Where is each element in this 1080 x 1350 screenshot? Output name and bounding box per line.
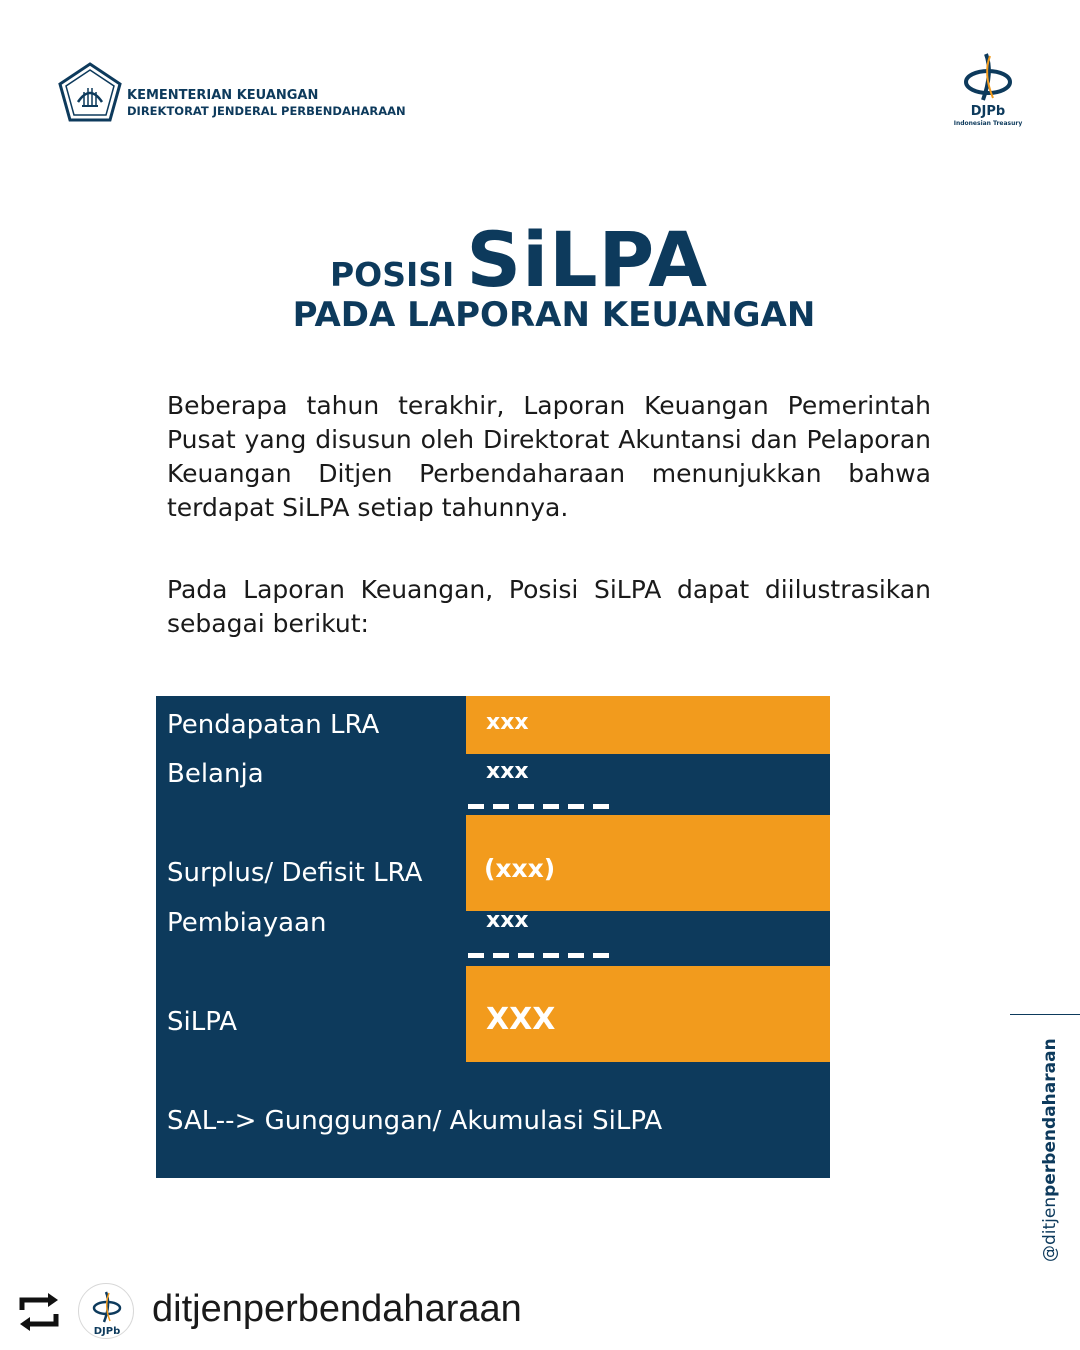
side-divider xyxy=(1010,1014,1080,1015)
illustration-paragraph: Pada Laporan Keuangan, Posisi SiLPA dapat diilustrasikan sebagai berikut: xyxy=(167,575,931,638)
total-divider xyxy=(468,953,609,958)
subtotal-divider xyxy=(468,804,609,809)
row-value-pendapatan: xxx xyxy=(486,710,529,735)
side-handle xyxy=(1040,1038,1060,1262)
avatar-logo-icon xyxy=(79,1284,134,1339)
side-handle-prefix: @ditjen xyxy=(1040,1196,1060,1262)
ministry-line2: DIREKTORAT JENDERAL PERBENDAHARAAN xyxy=(127,104,406,118)
row-label-silpa: SiLPA xyxy=(167,1007,238,1037)
avatar[interactable] xyxy=(78,1283,134,1339)
row-label-surplus: Surplus/ Defisit LRA xyxy=(167,858,423,888)
silpa-illustration-table xyxy=(156,696,830,1178)
repost-icon[interactable] xyxy=(14,1292,64,1332)
ministry-line1: KEMENTERIAN KEUANGAN xyxy=(127,88,319,103)
title-prefix: POSISI xyxy=(330,255,455,294)
row-value-belanja: xxx xyxy=(486,759,529,784)
row-value-silpa: XXX xyxy=(486,1002,556,1037)
ministry-emblem-icon xyxy=(58,62,122,122)
row-label-pendapatan: Pendapatan LRA xyxy=(167,710,380,740)
djpb-logo xyxy=(953,52,1023,130)
table-footer-note: SAL--> Gunggungan/ Akumulasi SiLPA xyxy=(167,1106,663,1136)
avatar-text: DJPb xyxy=(93,1326,121,1337)
footer-username[interactable]: ditjenperbendaharaan xyxy=(152,1288,522,1330)
djpb-logo-icon xyxy=(953,52,1023,104)
row-label-pembiayaan: Pembiayaan xyxy=(167,908,327,938)
djpb-logo-subtext: Indonesian Treasury xyxy=(953,120,1023,127)
title-subtitle: PADA LAPORAN KEUANGAN xyxy=(292,295,816,335)
row-value-surplus: (xxx) xyxy=(484,854,556,883)
title-main: SiLPA xyxy=(466,215,709,304)
intro-paragraph: Beberapa tahun terakhir, Laporan Keuangan Pemerintah Pusat yang disusun oleh Direktorat Akuntansi dan Pelaporan Keuangan Ditjen Perbendaharaan menunjukkan bahwa terdapat SiLPA setiap tahunnya. xyxy=(167,391,931,522)
row-label-belanja: Belanja xyxy=(167,759,264,789)
row-value-pembiayaan: xxx xyxy=(486,908,529,933)
repost-footer xyxy=(0,1270,1080,1350)
djpb-logo-text: DJPb xyxy=(970,104,1006,119)
ministry-name xyxy=(127,88,406,118)
side-handle-bold: perbendaharaan xyxy=(1040,1038,1060,1197)
